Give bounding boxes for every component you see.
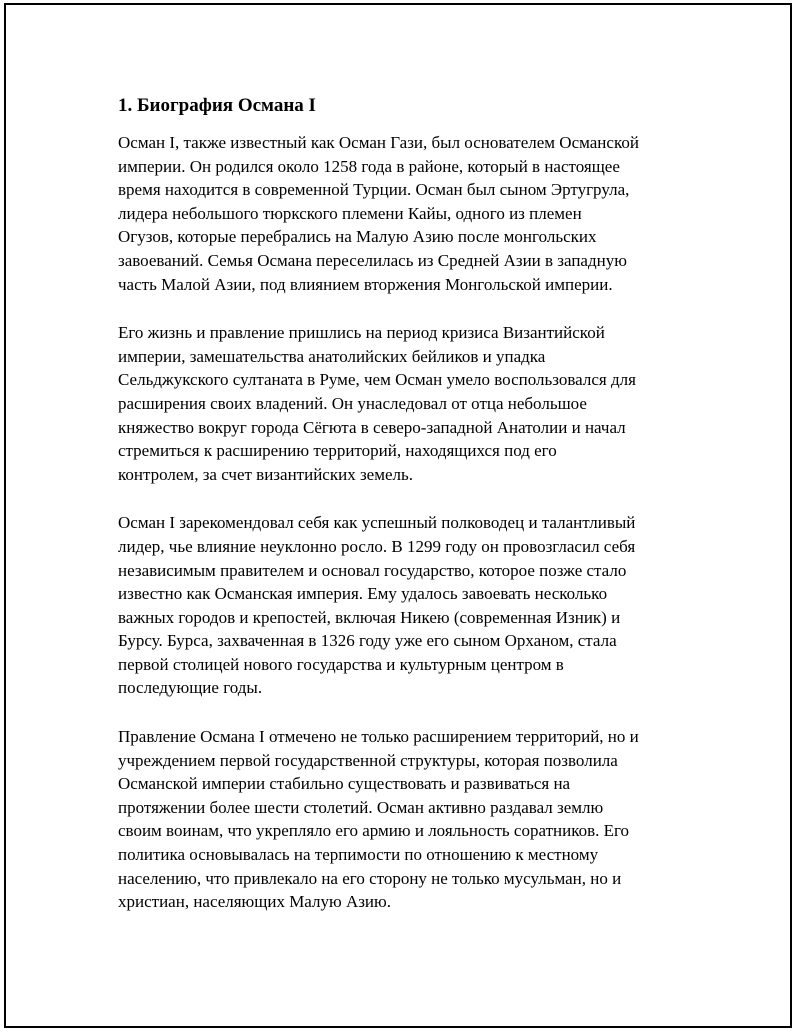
- text-line: Бурсу. Бурса, захваченная в 1326 году уже его сыном Орханом, стала: [118, 631, 617, 651]
- text-line: время находится в современной Турции. Осман был сыном Эртугрула,: [118, 180, 630, 200]
- text-line: учреждением первой государственной структуры, которая позволила: [118, 750, 618, 770]
- text-line: Огузов, которые перебрались на Малую Азию после монгольских: [118, 227, 597, 247]
- text-line: часть Малой Азии, под влиянием вторжения Монгольской империи.: [118, 274, 613, 294]
- text-line: империи, замешательства анатолийских бейликов и упадка: [118, 346, 546, 366]
- text-line: христиан, населяющих Малую Азию.: [118, 892, 391, 912]
- text-line: лидера небольшого тюркского племени Кайы, одного из племен: [118, 203, 582, 223]
- paragraph-3: [118, 511, 678, 700]
- text-line: последующие годы.: [118, 678, 263, 698]
- text-line: своим воинам, что укрепляло его армию и лояльность соратников. Его: [118, 821, 630, 841]
- paragraph-4: [118, 725, 678, 914]
- text-line: Осман I, также известный как Осман Гази, был основателем Османской: [118, 133, 639, 152]
- document-body: [118, 94, 678, 939]
- text-line: Осман I зарекомендовал себя как успешный полководец и талантливый: [118, 513, 636, 533]
- text-line: империи. Он родился около 1258 года в районе, который в настоящее: [118, 156, 620, 176]
- text-line: политика основывалась на терпимости по отношению к местному: [118, 845, 599, 865]
- text-line: Правление Османа I отмечено не только расширением территорий, но и: [118, 727, 639, 747]
- text-line: расширения своих владений. Он унаследовал от отца небольшое: [118, 393, 587, 413]
- paragraph-1: [118, 131, 678, 296]
- text-line: населению, что привлекало на его сторону не только мусульман, но и: [118, 868, 622, 888]
- text-line: первой столицей нового государства и культурным центром в: [118, 654, 564, 674]
- text-line: Османской империи стабильно существовать и развиваться на: [118, 774, 571, 794]
- text-line: княжество вокруг города Сёгюта в северо-западной Анатолии и начал: [118, 417, 626, 437]
- text-line: известно как Османская империя. Ему удалось завоевать несколько: [118, 584, 608, 604]
- text-line: Сельджукского султаната в Руме, чем Осман умело воспользовался для: [118, 370, 636, 390]
- text-line: завоеваний. Семья Османа переселилась из Средней Азии в западную: [118, 250, 627, 270]
- text-line: независимым правителем и основал государство, которое позже стало: [118, 560, 627, 580]
- text-line: Его жизнь и правление пришлись на период кризиса Византийской: [118, 323, 605, 343]
- text-line: протяжении более шести столетий. Осман активно раздавал землю: [118, 797, 604, 817]
- section-heading: 1. Биография Османа I: [118, 95, 316, 116]
- text-line: важных городов и крепостей, включая Никею (современная Изник) и: [118, 607, 621, 627]
- text-line: контролем, за счет византийских земель.: [118, 464, 413, 484]
- paragraph-2: [118, 321, 678, 486]
- text-line: стремиться к расширению территорий, находящихся под его: [118, 441, 557, 461]
- text-line: лидер, чье влияние неуклонно росло. В 1299 году он провозгласил себя: [118, 536, 636, 556]
